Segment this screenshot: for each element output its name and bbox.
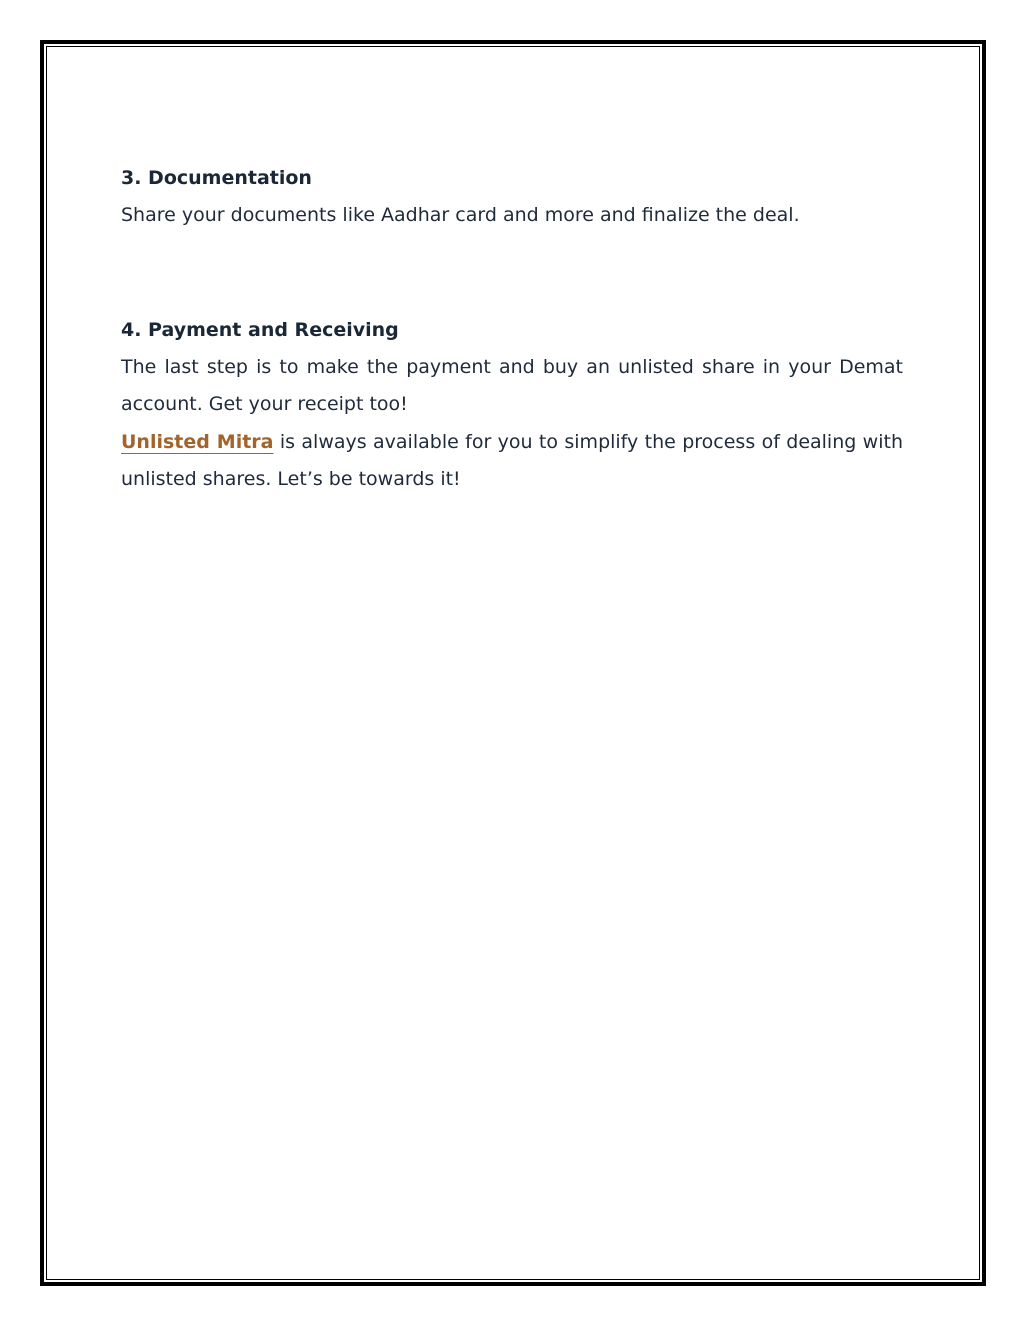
section-spacer [121,235,903,312]
section-documentation [121,160,903,235]
section-paragraph: Share your documents like Aadhar card and more and finalize the deal. [121,204,800,226]
closing-paragraph [121,424,903,499]
closing-text: is always available for you to simplify the process of dealing with unlisted shares. Let’s be towards it! [121,430,903,490]
unlisted-mitra-link[interactable]: Unlisted Mitra [121,430,274,453]
section-heading: 3. Documentation [121,167,312,189]
section-heading: 4. Payment and Receiving [121,318,399,341]
section-paragraph: The last step is to make the payment and buy an unlisted share in your Demat account. Get your receipt too! [121,355,903,415]
section-payment [121,312,903,499]
document-body [121,160,903,499]
